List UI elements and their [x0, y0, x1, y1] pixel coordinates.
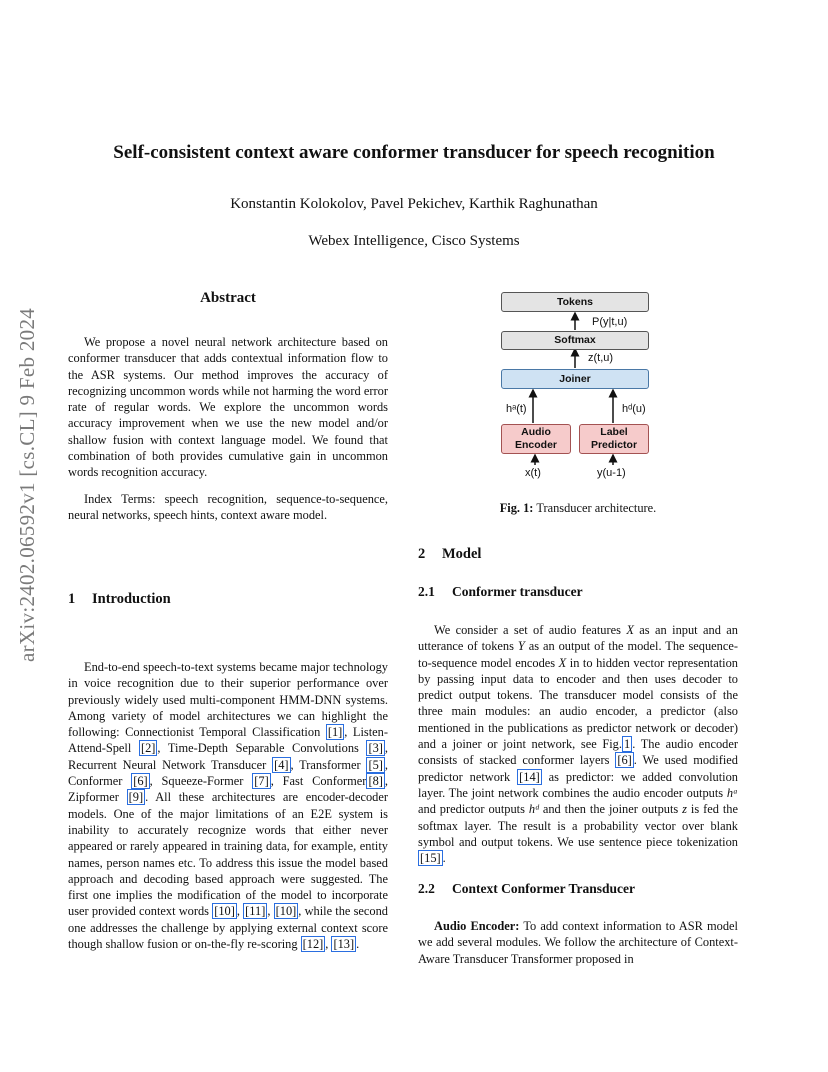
index-terms [68, 491, 388, 524]
arxiv-identifier: arXiv:2402.06592v1 [cs.CL] 9 Feb 2024 [15, 307, 39, 663]
figure-caption [418, 501, 738, 516]
subsection-conformer-transducer-heading [418, 584, 583, 600]
citation-link[interactable]: [11] [245, 904, 266, 919]
abstract-heading: Abstract [200, 290, 256, 306]
softmax-box: Softmax [501, 331, 649, 350]
paper-title: Self-consistent context aware conformer transducer for speech recognition [113, 142, 715, 163]
section-introduction-heading [68, 591, 171, 608]
section-title: Model [442, 546, 482, 562]
label-predictor-box: Label Predictor [579, 424, 649, 454]
y-label: y(u-1) [597, 467, 626, 479]
citation-link[interactable]: [13] [333, 937, 355, 952]
section-number: 2 [418, 546, 426, 562]
caption-text: Transducer architecture. [536, 501, 657, 515]
abstract-text: We propose a novel neural network architecture based on conformer transducer that adds contextual information flow to the ASR systems. Our method improves the accuracy of recognizing uncommon words while not harming the word error rate of regular words. We explore the uncommon words accuracy improvement when we use the new model and/or shallow fusion with context language model. We found that combination of both provides cumulative gain in uncommon words recognition accuracy. [68, 335, 388, 480]
section-title: Introduction [92, 591, 171, 607]
citation-link[interactable]: [14] [519, 769, 540, 784]
citation-link[interactable]: [1] [327, 725, 343, 740]
subsection-number: 2.2 [418, 881, 435, 896]
subsection-context-conformer-heading [418, 881, 635, 897]
citation-link[interactable]: [10] [214, 904, 235, 919]
ha-label: hᵃ(t) [506, 403, 527, 415]
abstract-body [68, 334, 388, 481]
section-number: 1 [68, 591, 76, 607]
tokens-box: Tokens [501, 292, 649, 312]
introduction-body [68, 659, 388, 952]
caption-label: Fig. 1: [499, 501, 534, 515]
citation-link[interactable]: [6] [133, 774, 148, 789]
citation-link[interactable]: [15] [420, 851, 441, 866]
z-label: z(t,u) [588, 352, 614, 364]
paper-authors: Konstantin Kolokolov, Pavel Pekichev, Karthik Raghunathan [230, 196, 598, 212]
conformer-transducer-paragraph: We consider a set of audio features X as an input and an utterance of tokens Y as an output of the model. The sequence-to-sequence model encodes X in to hidden vector representation by passing input data to encoder and then uses decoder to predict output tokens. The transducer model consists of the three main modules: an audio encoder, a predictor (also mentioned in the publications as predictor network or decoder) and a joiner or joint network, see Fig. 1 . The audio encoder consists of stacked conformer layers [6] . We used modified predictor network [14] as predictor: we added convolution layer. The joint network combines the audio encoder outputs hᵃ and predictor outputs hᵈ and then the joiner outputs z is fed the softmax layer. The result is a probability vector over blank symbol and output tokens. We use sentence piece tokenization [15] . [418, 623, 738, 866]
figure-link[interactable]: 1 [623, 737, 631, 752]
citation-link[interactable]: [6] [617, 753, 632, 768]
section-model-heading [418, 546, 481, 563]
x-label: x(t) [525, 467, 541, 479]
subsection-title: Context Conformer Transducer [452, 881, 635, 896]
subsection-number: 2.1 [418, 584, 435, 599]
audio-encoder-box: Audio Encoder [501, 424, 571, 454]
context-conformer-body [418, 918, 738, 967]
citation-link[interactable]: [10] [275, 904, 297, 919]
hd-label: hᵈ(u) [622, 403, 646, 415]
citation-link[interactable]: [2] [140, 741, 156, 756]
paper-affiliation: Webex Intelligence, Cisco Systems [308, 233, 520, 249]
citation-link[interactable]: [3] [368, 741, 383, 756]
p-label: P(y|t,u) [592, 316, 628, 328]
citation-link[interactable]: [8] [368, 774, 383, 789]
conformer-transducer-body [418, 622, 738, 866]
index-terms-text: Index Terms: speech recognition, sequence-to-sequence, neural networks, speech hints, context aware model. [68, 492, 388, 523]
citation-link[interactable]: [4] [274, 757, 289, 772]
citation-link[interactable]: [5] [368, 757, 383, 772]
introduction-paragraph: End-to-end speech-to-text systems became major technology in voice recognition due to their superior performance over previously widely used multi-component HMM-DNN systems. Among variety of model architectures we can highlight the following: Connectionist Temporal Classification [1] , Listen-Attend-Spell [2] , Time-Depth Separable Convolutions [3] , Recurrent Neural Network Transducer [4] , Transformer [5] , Conformer [6] , Squeeze-Former [7] , Fast Conformer [8] , Zipformer [9] . All these architectures are encoder-decoder models. One of the major limitations of an E2E system is inability to accurately recognize words that either never appeared or rarely appeared in training data, for example, entity names, person names etc. To address this issue the model based approach and decoding based approach were suggested. The first one implies the modification of the model to incorporate user provided context words [10] , [11] , [10] , while the second one addresses the challenge by applying external context score though shallow fusion or on-the-fly re-scoring [12] , [13] . [68, 660, 389, 952]
joiner-box: Joiner [501, 369, 649, 389]
citation-link[interactable]: [7] [254, 774, 269, 789]
subsection-title: Conformer transducer [452, 584, 583, 599]
citation-link[interactable]: [12] [302, 937, 324, 952]
context-conformer-paragraph: Audio Encoder: To add context information to ASR model we add several modules. We follow the architecture of Context-Aware Transducer Transformer proposed in [418, 919, 738, 966]
citation-link[interactable]: [9] [128, 790, 144, 805]
transducer-architecture-figure [495, 290, 665, 485]
